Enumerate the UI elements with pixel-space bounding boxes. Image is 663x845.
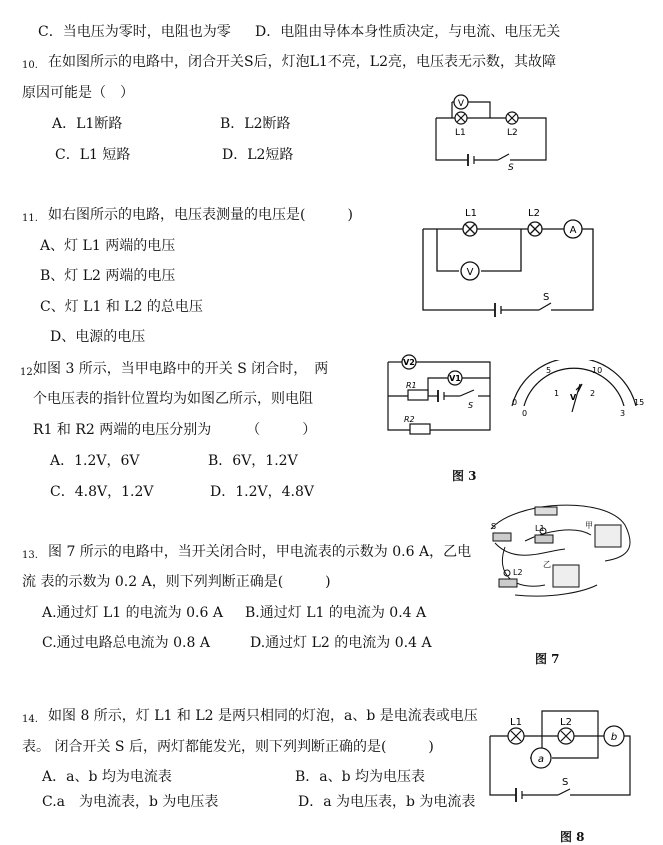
q14-lamp2-label: L2 xyxy=(560,717,572,728)
q14-circuit-diagram xyxy=(480,703,640,805)
q12-stem-line3: R1 和 R2 两端的电压分别为 （ ） xyxy=(33,422,317,438)
q12-switch-label: S xyxy=(468,401,474,410)
q13-option-d: D.通过灯 L2 的电流为 0.4 A xyxy=(250,635,432,651)
q13-figure-caption: 图 7 xyxy=(535,652,560,666)
q14-meter-a-label: a xyxy=(537,754,545,765)
q12-option-d: D．1.2V，4.8V xyxy=(210,484,314,500)
q11-lamp1-label: L1 xyxy=(465,208,477,219)
q10-circuit-diagram xyxy=(428,90,554,172)
q12-v1-label: V1 xyxy=(449,374,461,383)
q11-ammeter-label: A xyxy=(569,225,577,236)
q14-option-a: A．a、b 均为电流表 xyxy=(42,769,172,785)
q14-option-b: B．a、b 均为电压表 xyxy=(295,769,426,785)
q14-figure-caption: 图 8 xyxy=(560,830,585,844)
q10-number: 10. xyxy=(22,60,38,71)
q11-voltmeter-label: V xyxy=(466,267,474,278)
q12-stem-line1: 如图 3 所示，当甲电路中的开关 S 闭合时， 两 xyxy=(33,361,329,377)
q13-lamp1-label: L1 xyxy=(535,524,545,533)
q12-r1-label: R1 xyxy=(406,381,417,390)
q13-number: 13. xyxy=(22,550,38,561)
q11-option-c: C、灯 L1 和 L2 的总电压 xyxy=(40,299,203,315)
q9-option-d: D．电阻由导体本身性质决定，与电流、电压无关 xyxy=(255,24,561,40)
q12-scale-outer-5: 5 xyxy=(546,366,552,375)
q13-switch-label: S xyxy=(491,522,497,531)
q11-stem: 如右图所示的电路，电压表测量的电压是( ) xyxy=(48,207,353,223)
q13-option-a: A.通过灯 L1 的电流为 0.6 A xyxy=(42,605,223,621)
q14-option-c: C.a 为电流表，b 为电压表 xyxy=(42,794,219,810)
q10-stem-line1: 在如图所示的电路中，闭合开关S后，灯泡L1不亮，L2亮，电压表无示数，其故障 xyxy=(48,54,556,70)
q13-option-b: B.通过灯 L1 的电流为 0.4 A xyxy=(245,605,427,621)
q9-option-c: C．当电压为零时，电阻也为零 xyxy=(38,24,231,40)
q11-option-b: B、灯 L2 两端的电压 xyxy=(40,268,176,284)
q14-meter-b-label: b xyxy=(610,732,618,743)
q14-lamp1-label: L1 xyxy=(510,717,522,728)
q14-option-d: D．a 为电压表，b 为电流表 xyxy=(298,794,476,810)
q11-switch-label: S xyxy=(543,292,550,303)
q12-scale-outer-10: 10 xyxy=(592,366,603,375)
q12-scale-inner-1: 1 xyxy=(554,389,560,398)
q13-stem-line1: 图 7 所示的电路中，当开关闭合时，甲电流表的示数为 0.6 A，乙电 xyxy=(48,544,472,560)
q11-option-d: D、电源的电压 xyxy=(50,329,146,345)
q10-voltmeter-label: V xyxy=(457,99,465,109)
q12-scale-inner-3: 3 xyxy=(620,409,626,418)
q13-option-c: C.通过电路总电流为 0.8 A xyxy=(42,635,210,651)
q12-stem-line2: 个电压表的指针位置均为如图乙所示，则电阻 xyxy=(33,391,313,407)
q11-lamp2-label: L2 xyxy=(528,208,540,219)
q13-lamp2-label: L2 xyxy=(513,568,523,577)
q12-option-c: C．4.8V，1.2V xyxy=(50,484,154,500)
q14-stem-line2: 表。 闭合开关 S 后，两灯都能发光，则下列判断正确的是( ) xyxy=(22,739,434,755)
q13-apparatus-diagram xyxy=(485,495,640,605)
q10-switch-label: S xyxy=(508,163,514,172)
q12-scale-outer-15: 15 xyxy=(634,398,645,407)
q12-scale-outer-0: 0 xyxy=(512,398,518,407)
q11-circuit-diagram xyxy=(415,203,615,318)
q12-option-a: A．1.2V，6V xyxy=(50,453,140,469)
q12-dial-unit: V xyxy=(570,393,577,402)
q14-stem-line1: 如图 8 所示，灯 L1 和 L2 是两只相同的灯泡，a、b 是电流表或电压 xyxy=(48,708,478,724)
q13-meter-jia-label: 甲 xyxy=(585,521,593,530)
q12-figure-caption: 图 3 xyxy=(452,469,477,483)
q11-number: 11. xyxy=(22,213,38,224)
q10-lamp1-label: L1 xyxy=(455,128,466,138)
q14-switch-label: S xyxy=(562,777,569,788)
q10-lamp2-label: L2 xyxy=(507,128,518,138)
q12-v2-label: V2 xyxy=(403,358,415,367)
q10-option-c: C．L1 短路 xyxy=(55,147,131,163)
q12-number: 12. xyxy=(20,367,36,378)
q13-meter-yi-label: 乙 xyxy=(543,560,551,569)
q10-stem-line2: 原因可能是（ ） xyxy=(22,85,134,101)
q11-option-a: A、灯 L1 两端的电压 xyxy=(40,238,176,254)
q12-scale-inner-2: 2 xyxy=(590,389,596,398)
q12-r2-label: R2 xyxy=(404,415,415,424)
q12-scale-inner-0: 0 xyxy=(522,409,528,418)
q13-stem-line2: 流 表的示数为 0.2 A，则下列判断正确是( ) xyxy=(22,574,331,590)
q12-voltmeter-dial xyxy=(502,360,647,418)
q10-option-b: B．L2断路 xyxy=(220,116,291,132)
q10-option-d: D．L2短路 xyxy=(222,147,294,163)
q12-option-b: B．6V，1.2V xyxy=(208,453,298,469)
q10-option-a: A．L1断路 xyxy=(52,116,123,132)
q14-number: 14. xyxy=(22,714,38,725)
q12-circuit-diagram xyxy=(384,350,496,438)
